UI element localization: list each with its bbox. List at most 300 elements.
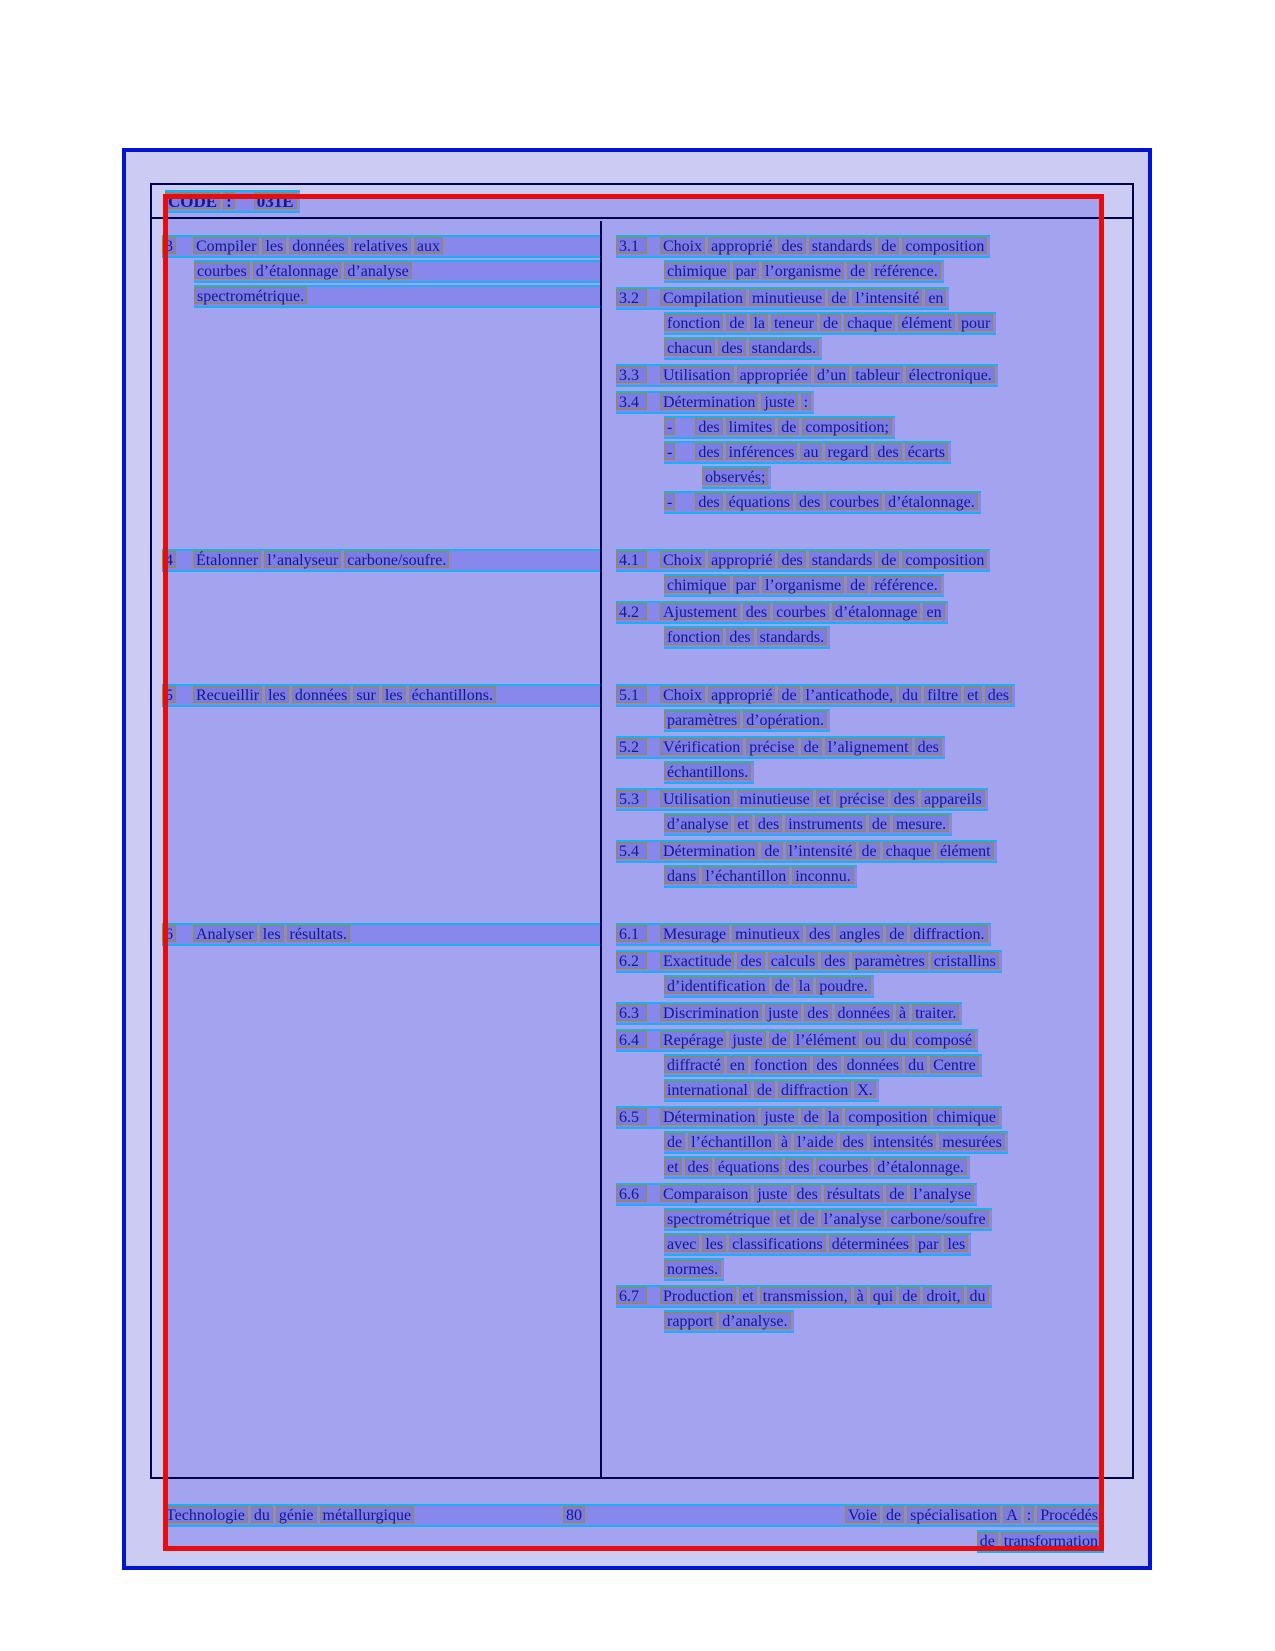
objective-number: 4 (162, 551, 176, 568)
ocr-word: international (664, 1081, 751, 1098)
criterion-number: 5.2 (616, 738, 647, 755)
footer-section-title (845, 1506, 1104, 1525)
ocr-word: d’analyse (664, 815, 731, 832)
ocr-line (162, 923, 602, 946)
ocr-word: des (796, 493, 823, 510)
ocr-line (616, 788, 988, 811)
ocr-line (664, 865, 857, 888)
ocr-line (664, 441, 951, 464)
ocr-word: mesure. (893, 815, 949, 832)
ocr-word: Discrimination (660, 1004, 762, 1021)
ocr-word: filtre (924, 686, 961, 703)
ocr-word: des (891, 790, 918, 807)
ocr-word: d’étalonnage. (885, 493, 978, 510)
ocr-word: des (985, 686, 1012, 703)
ocr-word: relatives (351, 237, 411, 254)
ocr-word: qui (870, 1287, 896, 1304)
ocr-word: transmission, (760, 1287, 851, 1304)
criterion (616, 1106, 1132, 1179)
ocr-word: Utilisation (660, 790, 734, 807)
criterion-number: 6.2 (616, 952, 647, 969)
ocr-word: juste (765, 1004, 801, 1021)
bullet-dash: - (664, 418, 675, 435)
ocr-word: Exactitude (660, 952, 734, 969)
bullet-dash: - (664, 443, 675, 460)
ocr-word: échantillons. (409, 686, 496, 703)
ocr-word: l’organisme (762, 576, 844, 593)
ocr-word: de (977, 1532, 998, 1549)
ocr-word: de (754, 1081, 775, 1098)
ocr-word: des (685, 1158, 712, 1175)
ocr-line (664, 975, 874, 998)
ocr-word: ou (862, 1031, 884, 1048)
ocr-line (664, 1156, 970, 1179)
ocr-word: l’aide (794, 1133, 836, 1150)
criterion-number: 4.1 (616, 551, 647, 568)
ocr-word: par (733, 262, 759, 279)
ocr-line (616, 1002, 962, 1025)
ocr-line (664, 1208, 992, 1231)
ocr-word: l’analyseur (264, 551, 341, 568)
ocr-word: de (820, 314, 841, 331)
ocr-word: Choix (660, 551, 705, 568)
ocr-word: de (797, 1210, 818, 1227)
ocr-word: Analyser (193, 925, 257, 942)
ocr-word: l’analyse (910, 1185, 974, 1202)
ocr-line (616, 840, 997, 863)
ocr-word: à (778, 1133, 791, 1150)
ocr-word: courbes (826, 493, 882, 510)
ocr-word: de (878, 551, 899, 568)
ocr-word: l’organisme (762, 262, 844, 279)
ocr-word: élément (898, 314, 955, 331)
criterion (616, 287, 1132, 360)
ocr-line (162, 235, 602, 258)
objective-cell (152, 235, 602, 518)
ocr-word: des (785, 1158, 812, 1175)
ocr-word: Technologie (163, 1506, 248, 1523)
objectives-table (150, 183, 1134, 1479)
ocr-word: intensités (870, 1133, 936, 1150)
ocr-word: de (878, 237, 899, 254)
criterion (616, 1029, 1132, 1102)
ocr-word: de (886, 925, 907, 942)
ocr-word: instruments (785, 815, 866, 832)
footer-document-title (163, 1506, 417, 1525)
ocr-word: rapport (664, 1312, 716, 1329)
ocr-word: les (944, 1235, 968, 1252)
table-body (152, 221, 1132, 1477)
ocr-word: Vérification (660, 738, 743, 755)
ocr-word: 031E (254, 192, 297, 209)
ocr-word: fonction (664, 628, 723, 645)
criteria-cell (602, 235, 1132, 518)
page-number: 80 (563, 1506, 585, 1523)
ocr-word: des (794, 1185, 821, 1202)
ocr-word: aux (414, 237, 443, 254)
ocr-word: approprié (708, 237, 775, 254)
ocr-word: de (847, 262, 868, 279)
criteria-cell (602, 923, 1132, 1337)
ocr-word: d’étalonnage. (874, 1158, 967, 1175)
ocr-word: Étalonner (193, 551, 261, 568)
ocr-word: paramètres (664, 711, 740, 728)
ocr-word: composition (902, 551, 987, 568)
ocr-word: spécialisation (907, 1506, 1000, 1523)
ocr-word: approprié (708, 686, 775, 703)
ocr-word: les (262, 237, 286, 254)
ocr-word: dans (664, 867, 699, 884)
ocr-word: classifications (729, 1235, 826, 1252)
ocr-word: des (813, 1056, 840, 1073)
ocr-word: Utilisation (660, 366, 734, 383)
ocr-word: des (821, 952, 848, 969)
ocr-word: l’échantillon (688, 1133, 775, 1150)
ocr-word: carbone/soufre. (344, 551, 449, 568)
criterion-number: 3.2 (616, 289, 647, 306)
ocr-word: d’analyse. (719, 1312, 790, 1329)
ocr-word: et (734, 815, 752, 832)
ocr-line (616, 1183, 977, 1206)
criterion (616, 950, 1132, 998)
criterion-number: 5.1 (616, 686, 647, 703)
ocr-word: avec (664, 1235, 699, 1252)
ocr-word: courbes (773, 603, 829, 620)
table-row (152, 235, 1132, 518)
criterion (616, 684, 1132, 732)
ocr-word: de (859, 842, 880, 859)
criterion-number: 6.3 (616, 1004, 647, 1021)
criterion-number: 6.6 (616, 1185, 647, 1202)
ocr-word: du (887, 1031, 909, 1048)
ocr-word: chaque (883, 842, 934, 859)
criterion-number: 5.3 (616, 790, 647, 807)
ocr-word: chimique (664, 262, 730, 279)
ocr-line (664, 1054, 982, 1077)
ocr-line (194, 260, 602, 283)
criterion (616, 235, 1132, 283)
ocr-line (616, 923, 991, 946)
ocr-word: Centre (930, 1056, 979, 1073)
ocr-line (664, 416, 895, 439)
ocr-line (616, 601, 948, 624)
code-line (165, 190, 300, 213)
ocr-word: standards. (749, 339, 819, 356)
ocr-line (616, 235, 990, 258)
criterion-number: 6.5 (616, 1108, 647, 1125)
ocr-word: des (778, 551, 805, 568)
criteria-cell (602, 549, 1132, 653)
ocr-word: de (801, 738, 822, 755)
ocr-word: l’élément (793, 1031, 859, 1048)
ocr-word: l’alignement (825, 738, 912, 755)
ocr-word: transformation (1001, 1532, 1101, 1549)
ocr-word: spectrométrique. (194, 287, 307, 304)
footer-page-number (563, 1506, 588, 1524)
ocr-word: l’intensité (786, 842, 856, 859)
ocr-line (664, 761, 754, 784)
ocr-word: élément (937, 842, 994, 859)
ocr-word: les (260, 925, 284, 942)
ocr-word: observés; (702, 468, 768, 485)
criterion-number: 3.1 (616, 237, 647, 254)
ocr-word: poudre. (816, 977, 870, 994)
ocr-word: par (733, 576, 759, 593)
ocr-word: mesurées (939, 1133, 1005, 1150)
ocr-word: la (825, 1108, 843, 1125)
ocr-line (616, 1029, 978, 1052)
ocr-word: composition; (802, 418, 892, 435)
ocr-word: les (265, 686, 289, 703)
ocr-word: et (739, 1287, 757, 1304)
ocr-word: composition (902, 237, 987, 254)
bullet-dash: - (664, 493, 675, 510)
ocr-line (664, 1233, 971, 1256)
objective-number: 5 (162, 686, 176, 703)
ocr-word: appareils (921, 790, 985, 807)
ocr-word: d’opération. (743, 711, 827, 728)
ocr-word: chimique (933, 1108, 999, 1125)
ocr-word: des (737, 952, 764, 969)
ocr-word: génie (276, 1506, 317, 1523)
ocr-word: de (847, 576, 868, 593)
ocr-word: de (761, 842, 782, 859)
ocr-word: d’étalonnage (253, 262, 342, 279)
ocr-word: teneur (771, 314, 817, 331)
ocr-word: l’anticathode, (803, 686, 897, 703)
ocr-word: de (801, 1108, 822, 1125)
ocr-word: : (223, 192, 235, 209)
ocr-word: équations (726, 493, 793, 510)
criterion (616, 840, 1132, 888)
ocr-line (616, 684, 1015, 707)
ocr-word: équations (715, 1158, 782, 1175)
ocr-line (664, 312, 996, 335)
criterion-number: 6.7 (616, 1287, 647, 1304)
ocr-line (664, 1310, 794, 1333)
ocr-line (664, 337, 822, 360)
ocr-word: et (964, 686, 982, 703)
ocr-word: de (772, 977, 793, 994)
table-row (152, 923, 1132, 1337)
ocr-word: de (778, 686, 799, 703)
ocr-word: fonction (751, 1056, 810, 1073)
ocr-word: des (695, 418, 722, 435)
document-page (122, 148, 1152, 1570)
ocr-line (664, 626, 830, 649)
ocr-line (162, 549, 602, 572)
table-row (152, 549, 1132, 653)
ocr-word: de (883, 1506, 904, 1523)
ocr-word: en (923, 603, 944, 620)
ocr-line (616, 364, 998, 387)
ocr-word: approprié (708, 551, 775, 568)
ocr-word: par (915, 1235, 941, 1252)
ocr-word: X. (854, 1081, 876, 1098)
ocr-word: Voie (845, 1506, 880, 1523)
ocr-word: d’identification (664, 977, 769, 994)
ocr-line (664, 491, 981, 514)
objective-cell (152, 923, 602, 1337)
ocr-word: Choix (660, 237, 705, 254)
criterion-number: 6.4 (616, 1031, 647, 1048)
ocr-word: Compilation (660, 289, 746, 306)
ocr-word: minutieux (732, 925, 803, 942)
ocr-word: diffraction (778, 1081, 851, 1098)
ocr-word: la (796, 977, 814, 994)
ocr-word: limites (726, 418, 776, 435)
ocr-line (664, 574, 944, 597)
ocr-line (664, 1079, 879, 1102)
ocr-word: du (899, 686, 921, 703)
ocr-word: Détermination (660, 842, 758, 859)
ocr-word: du (967, 1287, 989, 1304)
ocr-word: des (874, 443, 901, 460)
ocr-word: déterminées (829, 1235, 912, 1252)
ocr-line (616, 1285, 992, 1308)
ocr-word: des (804, 1004, 831, 1021)
ocr-word: Compiler (193, 237, 259, 254)
ocr-word: et (776, 1210, 794, 1227)
ocr-word: A (1003, 1506, 1021, 1523)
ocr-line (664, 260, 944, 283)
ocr-word: carbone/soufre (887, 1210, 988, 1227)
criterion-number: 5.4 (616, 842, 647, 859)
ocr-word: spectrométrique (664, 1210, 773, 1227)
ocr-word: données (844, 1056, 902, 1073)
criterion (616, 923, 1132, 946)
ocr-line (664, 813, 952, 836)
ocr-word: et (664, 1158, 682, 1175)
ocr-word: d’étalonnage (832, 603, 921, 620)
ocr-word: des (755, 815, 782, 832)
ocr-word: des (778, 237, 805, 254)
ocr-line (616, 391, 814, 414)
ocr-word: les (382, 686, 406, 703)
ocr-line (616, 549, 990, 572)
criterion (616, 391, 1132, 514)
criterion (616, 736, 1132, 784)
ocr-word: référence. (871, 262, 941, 279)
ocr-word: écarts (905, 443, 948, 460)
criterion (616, 1002, 1132, 1025)
ocr-line (616, 736, 945, 759)
criterion (616, 364, 1132, 387)
ocr-word: diffraction. (910, 925, 987, 942)
ocr-word: : (801, 393, 811, 410)
ocr-word: de (828, 289, 849, 306)
criterion-number: 3.3 (616, 366, 647, 383)
ocr-word: composition (845, 1108, 930, 1125)
ocr-line (616, 1106, 1002, 1129)
ocr-word: juste (761, 393, 797, 410)
ocr-word: Mesurage (660, 925, 729, 942)
table-header-row (152, 185, 1132, 219)
criterion-number: 6.1 (616, 925, 647, 942)
ocr-line (664, 1131, 1008, 1154)
ocr-word: l’intensité (852, 289, 922, 306)
ocr-word: inconnu. (792, 867, 854, 884)
ocr-word: des (726, 628, 753, 645)
ocr-word: de (769, 1031, 790, 1048)
ocr-word: juste (729, 1031, 765, 1048)
ocr-word: composé (912, 1031, 975, 1048)
ocr-word: : (1024, 1506, 1034, 1523)
ocr-word: diffracté (664, 1056, 724, 1073)
ocr-word: Détermination (660, 393, 758, 410)
ocr-word: précise (746, 738, 797, 755)
ocr-word: l’échantillon (702, 867, 789, 884)
ocr-word: courbes (194, 262, 250, 279)
ocr-word: et (816, 790, 834, 807)
ocr-word: de (664, 1133, 685, 1150)
ocr-word: de (886, 1185, 907, 1202)
ocr-word: des (718, 339, 745, 356)
ocr-word: Production (660, 1287, 736, 1304)
ocr-word: Comparaison (660, 1185, 751, 1202)
criterion (616, 1285, 1132, 1333)
ocr-word: traiter. (912, 1004, 959, 1021)
ocr-word: chacun (664, 339, 715, 356)
ocr-word: électronique. (906, 366, 995, 383)
ocr-word: des (695, 493, 722, 510)
ocr-word: pour (958, 314, 993, 331)
ocr-word: en (727, 1056, 748, 1073)
ocr-word: inférences (726, 443, 798, 460)
objective-number: 3 (162, 237, 176, 254)
ocr-word: Ajustement (660, 603, 740, 620)
objective-cell (152, 684, 602, 892)
criterion-number: 4.2 (616, 603, 647, 620)
ocr-word: juste (761, 1108, 797, 1125)
ocr-word: la (750, 314, 768, 331)
ocr-word: minutieuse (749, 289, 825, 306)
ocr-line (664, 1258, 724, 1281)
criterion-number: 3.4 (616, 393, 647, 410)
ocr-word: des (743, 603, 770, 620)
ocr-word: chaque (844, 314, 895, 331)
ocr-word: Choix (660, 686, 705, 703)
table-row (152, 684, 1132, 892)
ocr-word: à (854, 1287, 867, 1304)
ocr-word: des (840, 1133, 867, 1150)
ocr-word: l’analyse (821, 1210, 885, 1227)
ocr-word: de (726, 314, 747, 331)
ocr-word: angles (836, 925, 883, 942)
ocr-word: du (251, 1506, 273, 1523)
ocr-word: fonction (664, 314, 723, 331)
ocr-word: de (869, 815, 890, 832)
ocr-word: chimique (664, 576, 730, 593)
ocr-word: appropriée (737, 366, 811, 383)
ocr-line (702, 466, 771, 489)
ocr-word: de (899, 1287, 920, 1304)
ocr-word: Détermination (660, 1108, 758, 1125)
ocr-word: standards (809, 551, 875, 568)
ocr-word: en (925, 289, 946, 306)
criteria-cell (602, 684, 1132, 892)
ocr-word: au (800, 443, 821, 460)
ocr-word: minutieuse (737, 790, 813, 807)
ocr-word: regard (825, 443, 872, 460)
ocr-word: référence. (871, 576, 941, 593)
ocr-word: précise (836, 790, 887, 807)
ocr-word: données (835, 1004, 893, 1021)
ocr-word: des (915, 738, 942, 755)
ocr-word: du (905, 1056, 927, 1073)
criterion (616, 549, 1132, 597)
ocr-line (664, 709, 830, 732)
